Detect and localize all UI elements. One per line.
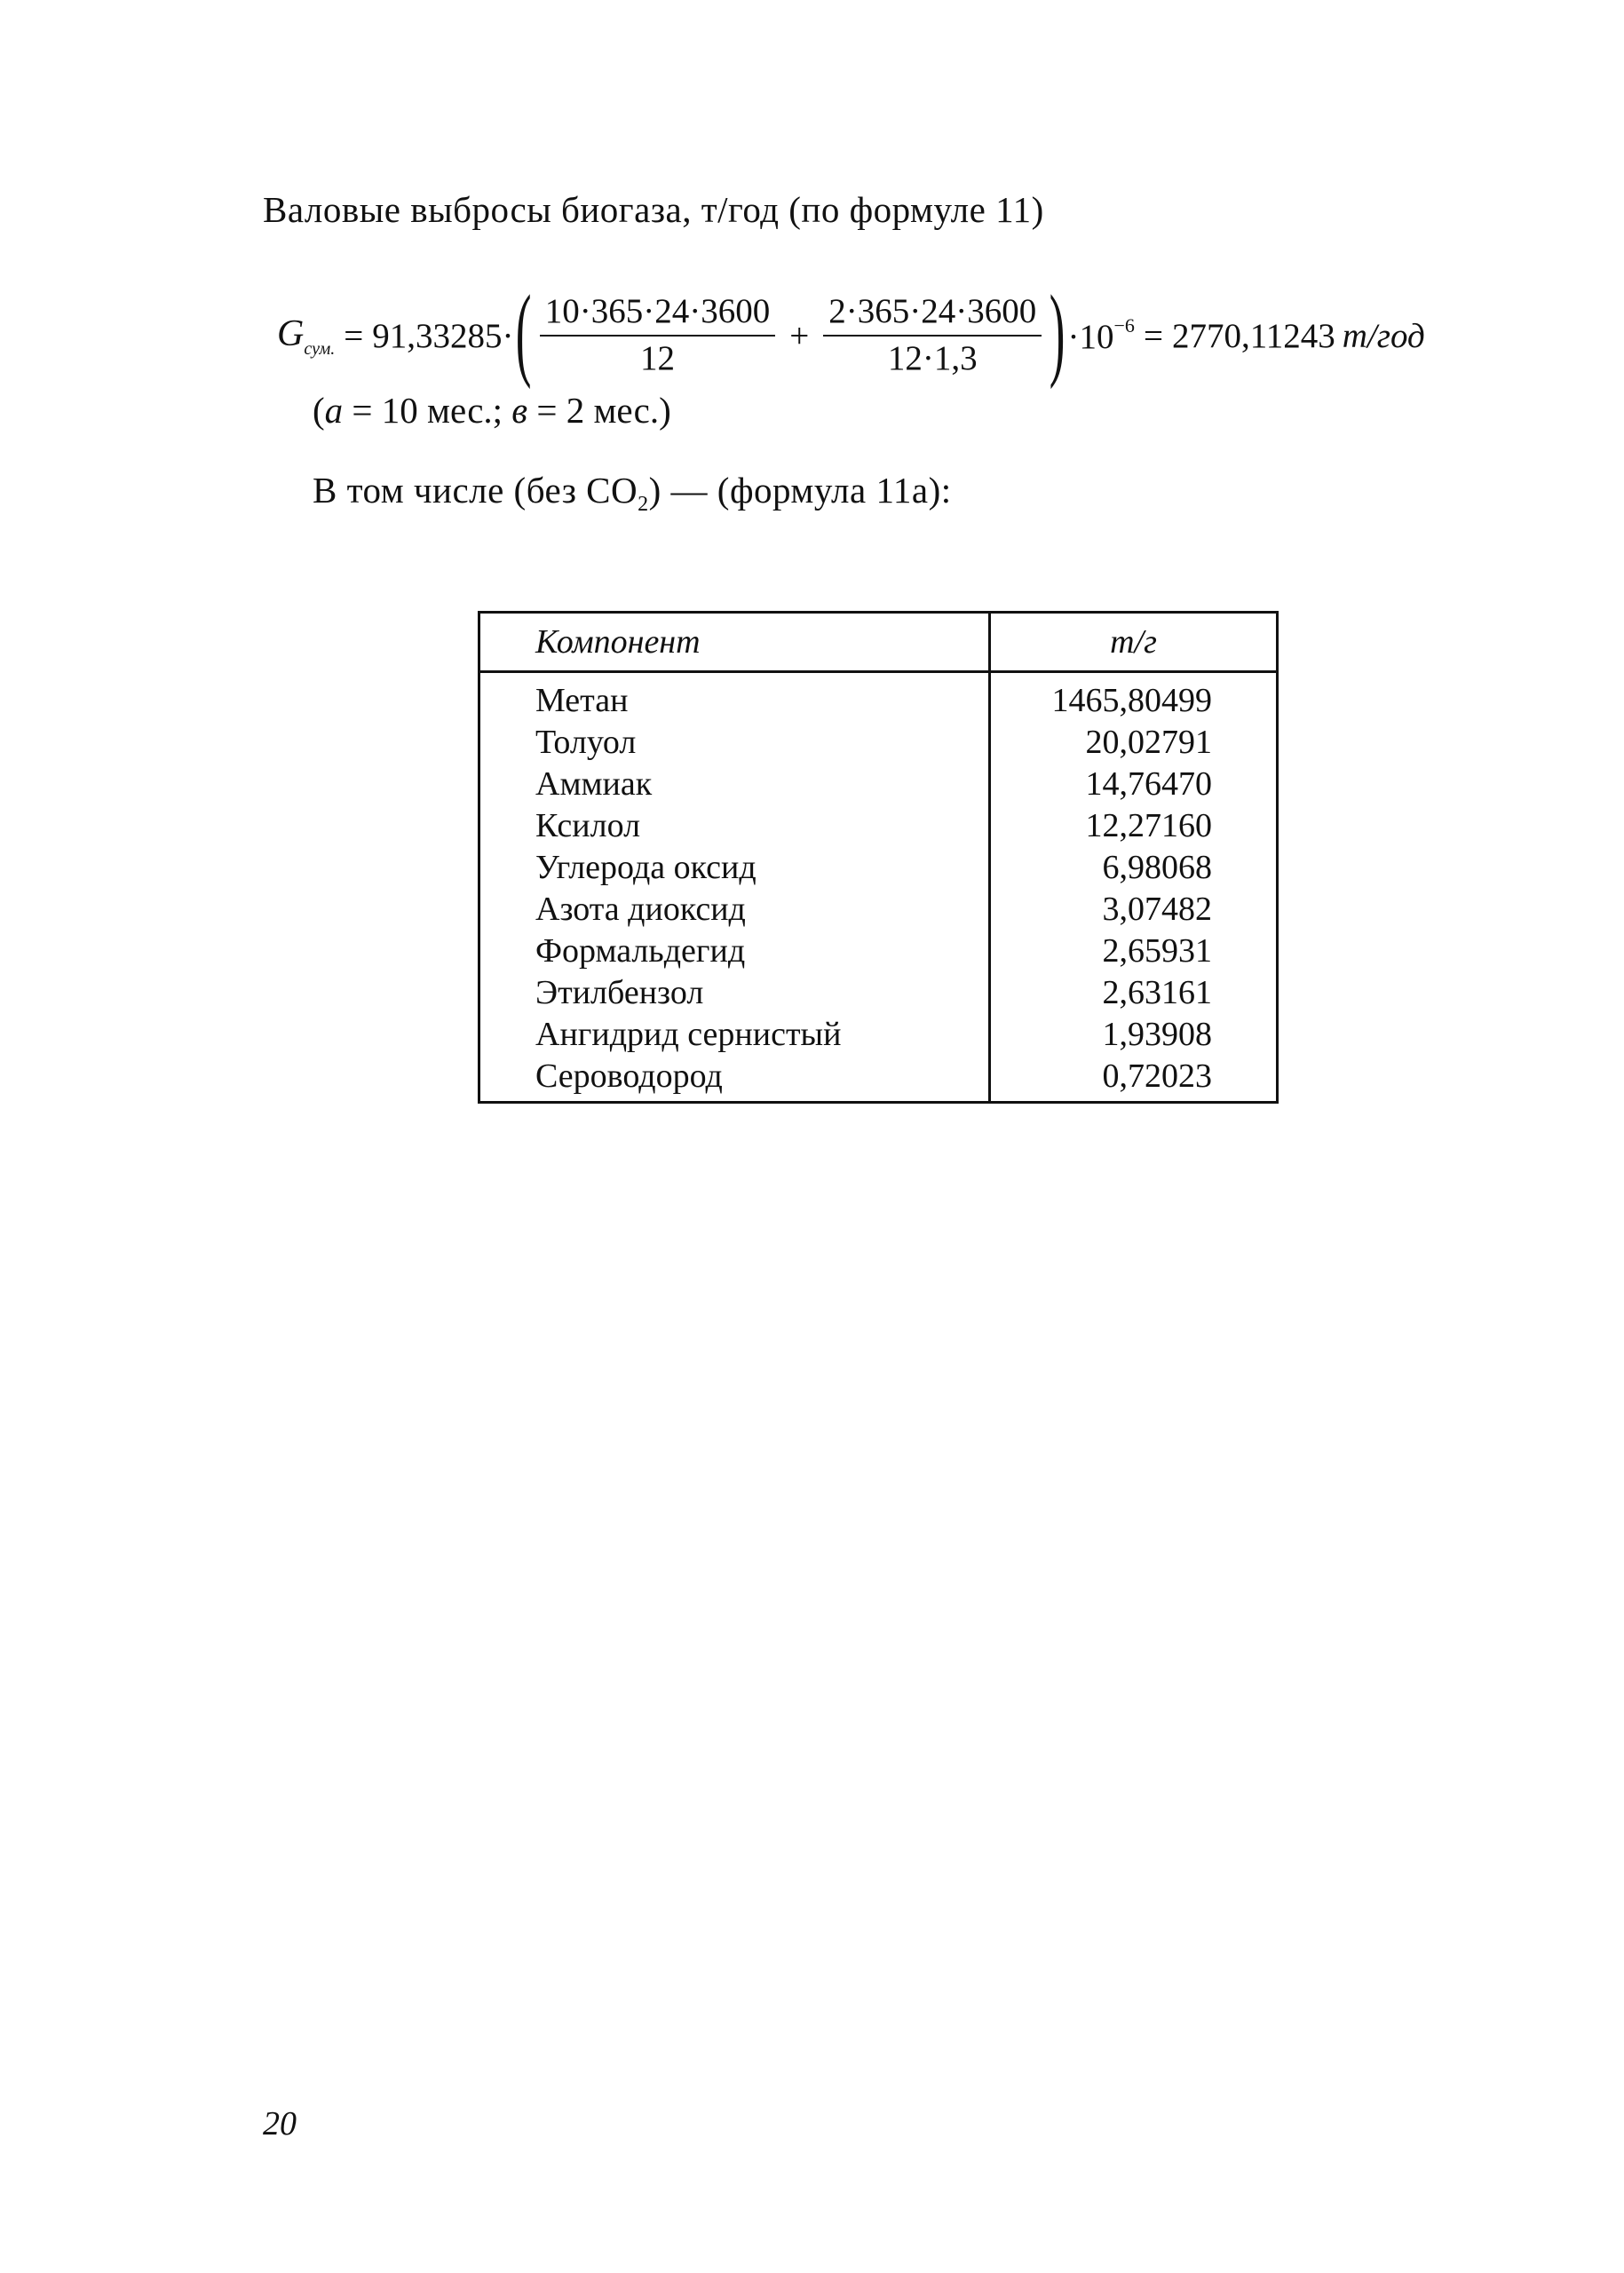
intro-text: Валовые выбросы биогаза, т/год (по формуле 11) (263, 189, 1044, 230)
component-value: 12,27160 (1085, 807, 1212, 844)
table-row (479, 722, 1278, 764)
component-value: 2,63161 (1102, 974, 1212, 1011)
table-row (479, 805, 1278, 847)
components-table (478, 611, 1279, 1104)
emission-formula (277, 273, 1425, 390)
component-name: Углерода оксид (479, 847, 990, 889)
formula-fraction-2 (823, 293, 1042, 378)
formula-dot: · (502, 316, 514, 355)
component-name: Формальдегид (479, 931, 990, 972)
formula-equals-2: = (1143, 316, 1163, 355)
page-number: 20 (263, 2105, 297, 2142)
table-row (479, 764, 1278, 805)
formula-multiplier: $\cdot 10^{-6}$ (1067, 314, 1135, 356)
table-row (479, 972, 1278, 1014)
formula-symbol: $G_{сум.}$ (277, 313, 336, 359)
component-name: Этилбензол (479, 972, 990, 1014)
component-value: 1,93908 (1102, 1016, 1212, 1053)
component-value: 1465,80499 (1051, 682, 1212, 719)
component-name: Сероводород (479, 1056, 990, 1103)
fraction-2-numerator: 2·365·24·3600 (823, 293, 1042, 337)
component-name: Толуол (479, 722, 990, 764)
header-component: Компонент (479, 613, 990, 672)
formula-close-paren: ) (1050, 273, 1066, 390)
including-text: В том числе (без $CO_2$) — (формула 11а): (313, 470, 952, 517)
formula-unit: т/год (1342, 316, 1425, 355)
table-row (479, 889, 1278, 931)
formula-equals: = (344, 316, 364, 355)
fraction-1-denominator: 12 (640, 339, 676, 377)
component-value: 20,02791 (1085, 724, 1212, 761)
component-name: Метан (479, 672, 990, 723)
formula-plus: + (789, 316, 810, 355)
fraction-2-denominator: 12·1,3 (887, 339, 978, 377)
component-name: Аммиак (479, 764, 990, 805)
component-value: 2,65931 (1102, 932, 1212, 970)
component-value: 6,98068 (1102, 849, 1212, 886)
component-value: 14,76470 (1085, 765, 1212, 803)
formula-open-paren: ( (516, 273, 532, 390)
header-unit: т/г (990, 613, 1278, 672)
component-value: 0,72023 (1102, 1057, 1212, 1095)
table-row (479, 847, 1278, 889)
component-name: Ангидрид сернистый (479, 1014, 990, 1056)
component-name: Азота диоксид (479, 889, 990, 931)
table-row (479, 672, 1278, 723)
component-value: 3,07482 (1102, 891, 1212, 928)
formula-fraction-1 (540, 293, 775, 378)
formula-result: 2770,11243 (1171, 316, 1335, 355)
formula-conditions: (а = 10 мес.; в = 2 мес.) (313, 390, 671, 431)
table-row (479, 1056, 1278, 1103)
table-header-row (479, 613, 1278, 672)
table-row (479, 931, 1278, 972)
component-name: Ксилол (479, 805, 990, 847)
fraction-1-numerator: 10·365·24·3600 (540, 293, 775, 337)
table-row (479, 1014, 1278, 1056)
formula-coefficient: 91,33285 (372, 316, 503, 355)
